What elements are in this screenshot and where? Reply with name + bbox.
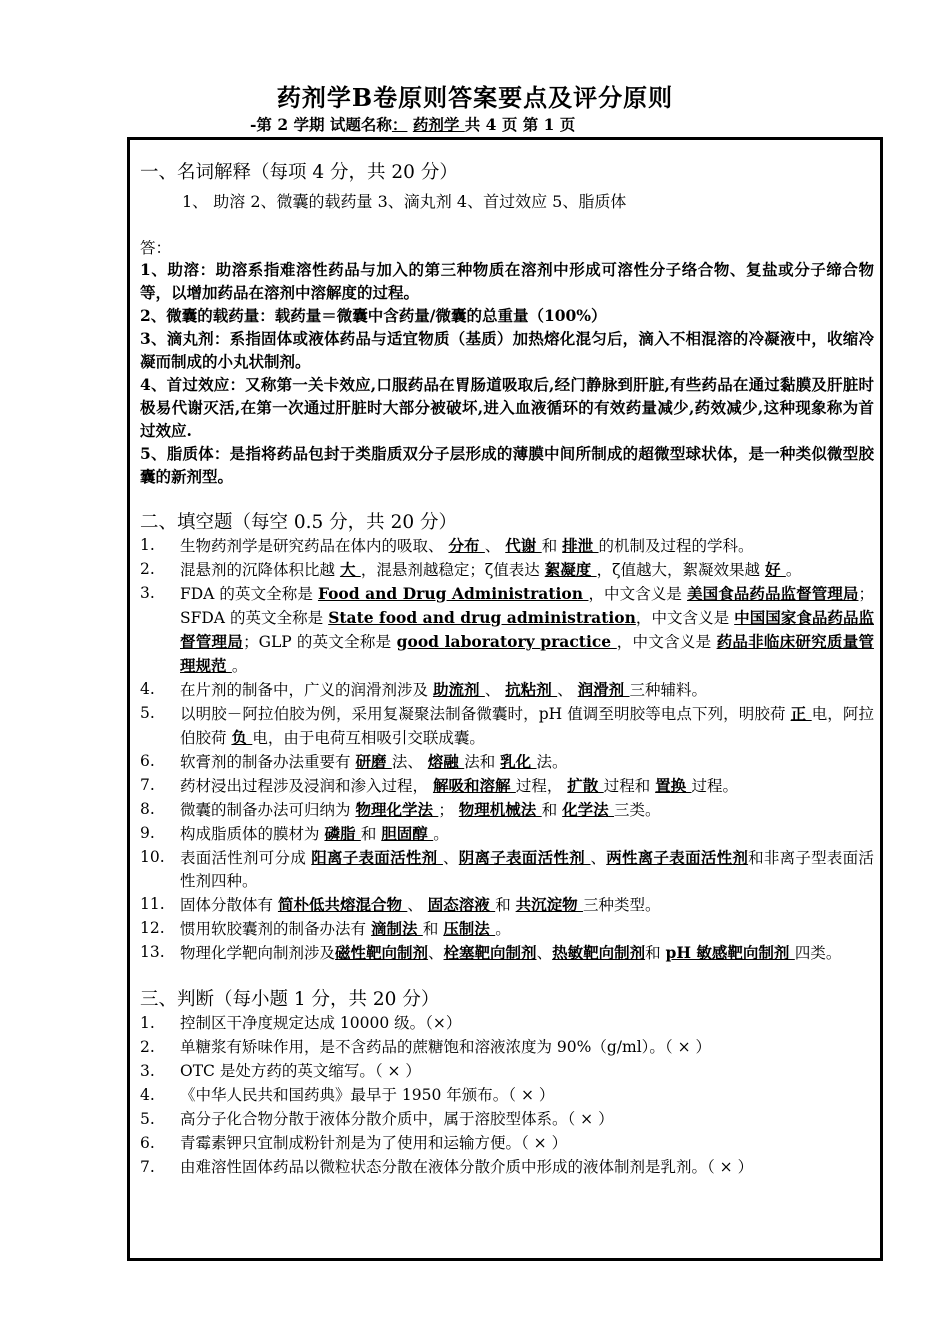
question-text: 的机制及过程的学科。 xyxy=(598,537,754,555)
item-number: 7. xyxy=(140,1158,155,1176)
question-text: 三类。 xyxy=(614,801,661,819)
blank-answer: 磁性靶向制剂 xyxy=(335,943,429,962)
blank-answer: 物理化学法 xyxy=(355,800,439,819)
blank-answer: pH 敏感靶向制剂 xyxy=(665,943,795,962)
blank-answer: 两性离子表面活性剂 xyxy=(606,848,749,867)
item-number: 10. xyxy=(140,848,165,866)
item-text xyxy=(180,893,874,917)
question-text: FDA 的英文全称是 xyxy=(180,585,318,603)
item-number: 6. xyxy=(140,752,155,770)
question-text: 过程和 xyxy=(603,777,656,795)
item-text: 青霉素钾只宜制成粉针剂是为了使用和运输方便。（ × ） xyxy=(180,1134,568,1152)
section2-heading: 二、填空题（每空 0.5 分，共 20 分） xyxy=(140,512,457,533)
question-text: 、 xyxy=(536,944,553,962)
question-text: 和 xyxy=(495,896,516,914)
fill-blank-item xyxy=(140,846,874,893)
question-text: 和 xyxy=(360,825,382,843)
question-text: ； xyxy=(438,801,459,819)
item-number: 4. xyxy=(140,1086,155,1104)
blank-answer: 乳化 xyxy=(500,752,537,771)
question-text: 、 xyxy=(428,944,444,962)
fill-blank-item xyxy=(140,893,874,917)
question-text: 三种辅料。 xyxy=(629,681,708,699)
blank-answer: 滴制法 xyxy=(370,919,423,938)
blank-answer: 排泄 xyxy=(562,536,599,555)
item-number: 2. xyxy=(140,1038,155,1056)
question-text: 软膏剂的制备办法重要有 xyxy=(180,753,356,771)
blank-answer: 解吸和溶解 xyxy=(432,776,516,795)
question-text: 和 xyxy=(422,920,444,938)
true-false-item xyxy=(140,1059,874,1083)
item-number: 11. xyxy=(140,895,165,913)
true-false-item xyxy=(140,1083,874,1107)
question-text: 微囊的制备办法可归纳为 xyxy=(180,801,356,819)
item-number: 4. xyxy=(140,680,155,698)
question-text: 。 xyxy=(231,657,248,675)
item-text: 由难溶性固体药品以微粒状态分散在液体分散介质中形成的液体制剂是乳剂。（ × ） xyxy=(180,1158,754,1176)
exam-colon: ： xyxy=(391,115,408,134)
item-text xyxy=(180,534,874,558)
item-text xyxy=(180,582,874,678)
true-false-item xyxy=(140,1155,874,1179)
question-text: ，中文含义是 xyxy=(588,585,688,603)
question-text: 三种类型。 xyxy=(583,896,661,914)
blank-answer: Food and Drug Administration xyxy=(317,584,589,603)
question-text: 。 xyxy=(785,561,802,579)
item-text xyxy=(180,750,874,774)
answer-label: 答： xyxy=(140,239,172,257)
item-text: 高分子化合物分散于液体分散介质中，属于溶胶型体系。（ × ） xyxy=(180,1110,614,1128)
blank-answer: 栓塞靶向制剂 xyxy=(443,943,537,962)
fill-blank-item xyxy=(140,750,874,774)
question-text: ；GLP 的英文全称是 xyxy=(243,633,397,651)
item-number: 1. xyxy=(140,536,155,554)
true-false-list xyxy=(140,1011,874,1179)
blank-answer: 代谢 xyxy=(505,536,542,555)
blank-answer: 磷脂 xyxy=(324,824,361,843)
question-text: 和 xyxy=(541,801,563,819)
blank-answer: 简朴低共熔混合物 xyxy=(277,895,408,914)
item-number: 9. xyxy=(140,824,155,842)
exam-term-label: -第 2 学期 试题名称 xyxy=(250,115,392,134)
item-number: 1. xyxy=(140,1014,155,1032)
question-text: 药材浸出过程涉及浸润和渗入过程， xyxy=(180,777,433,795)
true-false-item xyxy=(140,1035,874,1059)
question-text: 过程， xyxy=(515,777,568,795)
question-text: 。 xyxy=(433,825,449,843)
question-text: 固体分散体有 xyxy=(180,896,278,914)
item-number: 3. xyxy=(140,584,155,602)
fill-blank-item xyxy=(140,558,874,582)
section1-heading: 一、名词解释（每项 4 分，共 20 分） xyxy=(140,162,458,183)
item-number: 7. xyxy=(140,776,155,794)
item-text: 《中华人民共和国药典》最早于 1950 年颁布。（ × ） xyxy=(180,1086,555,1104)
item-number: 12. xyxy=(140,919,165,937)
blank-answer: 抗粘剂 xyxy=(505,680,558,699)
item-text xyxy=(180,846,874,893)
question-text: 、 xyxy=(484,537,506,555)
question-text: ，混悬剂越稳定；ζ值表达 xyxy=(360,561,545,579)
question-text: 在片剂的制备中，广义的润滑剂涉及 xyxy=(180,681,433,699)
question-text: 。 xyxy=(495,920,511,938)
blank-answer: 压制法 xyxy=(443,919,496,938)
question-text: 以明胶－阿拉伯胶为例，采用复凝聚法制备微囊时，pH 值调至明胶等电点下列，明胶荷 xyxy=(180,705,791,723)
item-text xyxy=(180,941,874,965)
question-text: 法。 xyxy=(536,753,568,771)
question-text: 、 xyxy=(443,849,459,867)
fill-blank-item xyxy=(140,678,874,702)
blank-answer: 助流剂 xyxy=(432,680,485,699)
blank-answer: 中国国家食品药品监督管理局 xyxy=(180,608,874,651)
true-false-item xyxy=(140,1107,874,1131)
blank-answer: 化学法 xyxy=(562,800,615,819)
blank-answer: 负 xyxy=(231,728,253,747)
fill-blank-item xyxy=(140,534,874,558)
item-number: 5. xyxy=(140,704,155,722)
exam-info-line xyxy=(250,113,575,135)
fill-blank-item xyxy=(140,917,874,941)
fill-blank-item xyxy=(140,798,874,822)
definition-answer: 1、助溶：助溶系指难溶性药品与加入的第三种物质在溶剂中形成可溶性分子络合物、复盐或分子缔合物等，以增加药品在溶剂中溶解度的过程。 xyxy=(140,260,874,302)
answer-sheet-frame xyxy=(127,137,883,1261)
blank-answer: 分布 xyxy=(448,536,485,555)
blank-answer: 阳离子表面活性剂 xyxy=(311,848,443,867)
definition-answer: 3、滴丸剂：系指固体或液体药品与适宜物质（基质）加热熔化混匀后，滴入不相混溶的冷凝液中，收缩冷凝而制成的小丸状制剂。 xyxy=(140,329,874,371)
fill-blank-item xyxy=(140,941,874,965)
blank-answer: State food and drug administration xyxy=(328,608,636,627)
blank-answer: 大 xyxy=(339,560,361,579)
question-text: 表面活性剂可分成 xyxy=(180,849,312,867)
item-text xyxy=(180,678,874,702)
item-text: 控制区干净度规定达成 10000 级。（×） xyxy=(180,1014,462,1032)
true-false-item xyxy=(140,1131,874,1155)
item-text xyxy=(180,798,874,822)
question-text: 电，阿拉伯胶荷 xyxy=(180,705,874,747)
fill-blank-item xyxy=(140,702,874,750)
item-text xyxy=(180,822,874,846)
blank-answer: 熔融 xyxy=(427,752,465,771)
fill-blank-list xyxy=(140,534,874,965)
blank-answer: 共沉淀物 xyxy=(515,895,584,914)
item-number: 8. xyxy=(140,800,155,818)
blank-answer: 固态溶液 xyxy=(427,895,496,914)
question-text: 和 xyxy=(645,944,666,962)
item-text xyxy=(180,702,874,750)
question-text: 法、 xyxy=(391,753,428,771)
true-false-item xyxy=(140,1011,874,1035)
section3-heading: 三、判断（每小题 1 分，共 20 分） xyxy=(140,989,440,1010)
question-text: ，ζ值越大，絮凝效果越 xyxy=(596,561,765,579)
definition-answer: 2、微囊的载药量：载药量＝微囊中含药量/微囊的总重量（100%） xyxy=(140,306,607,325)
exam-page-info: 共 4 页 第 1 页 xyxy=(464,115,576,134)
answer-content xyxy=(140,158,874,1179)
question-text: 电，由于电荷互相吸引交联成囊。 xyxy=(252,729,485,747)
blank-answer: 胆固醇 xyxy=(381,824,434,843)
item-text xyxy=(180,558,874,582)
item-text: OTC 是处方药的英文缩写。（ × ） xyxy=(180,1062,421,1080)
question-text: 法和 xyxy=(464,753,501,771)
item-text: 单糖浆有矫味作用，是不含药品的蔗糖饱和溶液浓度为 90%（g/ml）。（ × ） xyxy=(180,1038,712,1056)
question-text: 、 xyxy=(557,681,578,699)
item-number: 2. xyxy=(140,560,155,578)
definition-answer: 5、脂质体：是指将药品包封于类脂质双分子层形成的薄膜中间所制成的超微型球状体，是一种类似微型胶囊的新剂型。 xyxy=(140,444,874,486)
blank-answer: 正 xyxy=(790,704,812,723)
blank-answer: 阴离子表面活性剂 xyxy=(458,848,591,867)
question-text: ；SFDA 的英文全称是 xyxy=(180,585,874,627)
blank-answer: 热敏靶向制剂 xyxy=(552,943,646,962)
fill-blank-item xyxy=(140,822,874,846)
question-text: 、 xyxy=(590,849,607,867)
question-text: 过程。 xyxy=(691,777,739,795)
definition-answer: 4、首过效应：又称第一关卡效应,口服药品在胃肠道吸取后,经门静脉到肝脏,有些药品在通过黏膜及肝脏时极易代谢灭活,在第一次通过肝脏时大部分被破坏,进入血液循环的有效药量减少,药效减少,这种现象称为首过效应. xyxy=(140,375,874,440)
blank-answer: 研磨 xyxy=(355,752,392,771)
fill-blank-item xyxy=(140,774,874,798)
item-number: 13. xyxy=(140,943,165,961)
item-text xyxy=(180,917,874,941)
question-text: 四类。 xyxy=(794,944,842,962)
blank-answer: 扩散 xyxy=(567,776,604,795)
item-number: 3. xyxy=(140,1062,155,1080)
exam-course-name: 药剂学 xyxy=(412,115,465,134)
blank-answer: 好 xyxy=(764,560,786,579)
blank-answer: good laboratory practice xyxy=(396,632,617,651)
blank-answer: 润滑剂 xyxy=(577,680,630,699)
question-text: 和非离子型表面活性剂四种。 xyxy=(180,849,874,890)
question-text: 混悬剂的沉降体积比越 xyxy=(180,561,340,579)
item-number: 6. xyxy=(140,1134,155,1152)
fill-blank-item xyxy=(140,582,874,678)
document-title: 药剂学B卷原则答案要点及评分原则 xyxy=(276,83,674,112)
blank-answer: 置换 xyxy=(655,776,692,795)
question-text: 惯用软胶囊剂的制备办法有 xyxy=(180,920,371,938)
blank-answer: 絮凝度 xyxy=(544,560,597,579)
blank-answer: 美国食品药品监督管理局 xyxy=(687,584,859,603)
question-text: ，中文含义是 xyxy=(635,609,735,627)
item-text xyxy=(180,774,874,798)
item-number: 5. xyxy=(140,1110,155,1128)
blank-answer: 物理机械法 xyxy=(458,800,542,819)
question-text: 、 xyxy=(407,896,428,914)
question-text: 构成脂质体的膜材为 xyxy=(180,825,325,843)
question-text: 物理化学靶向制剂涉及 xyxy=(180,944,336,962)
question-text: ，中文含义是 xyxy=(616,633,717,651)
blank-answer: 药品非临床研究质量管理规范 xyxy=(180,632,874,675)
question-text: 生物药剂学是研究药品在体内的吸取、 xyxy=(180,537,449,555)
section1-terms: 1、 助溶 2、微囊的载药量 3、滴丸剂 4、首过效应 5、脂质体 xyxy=(182,192,627,211)
question-text: 和 xyxy=(541,537,563,555)
question-text: 、 xyxy=(484,681,506,699)
